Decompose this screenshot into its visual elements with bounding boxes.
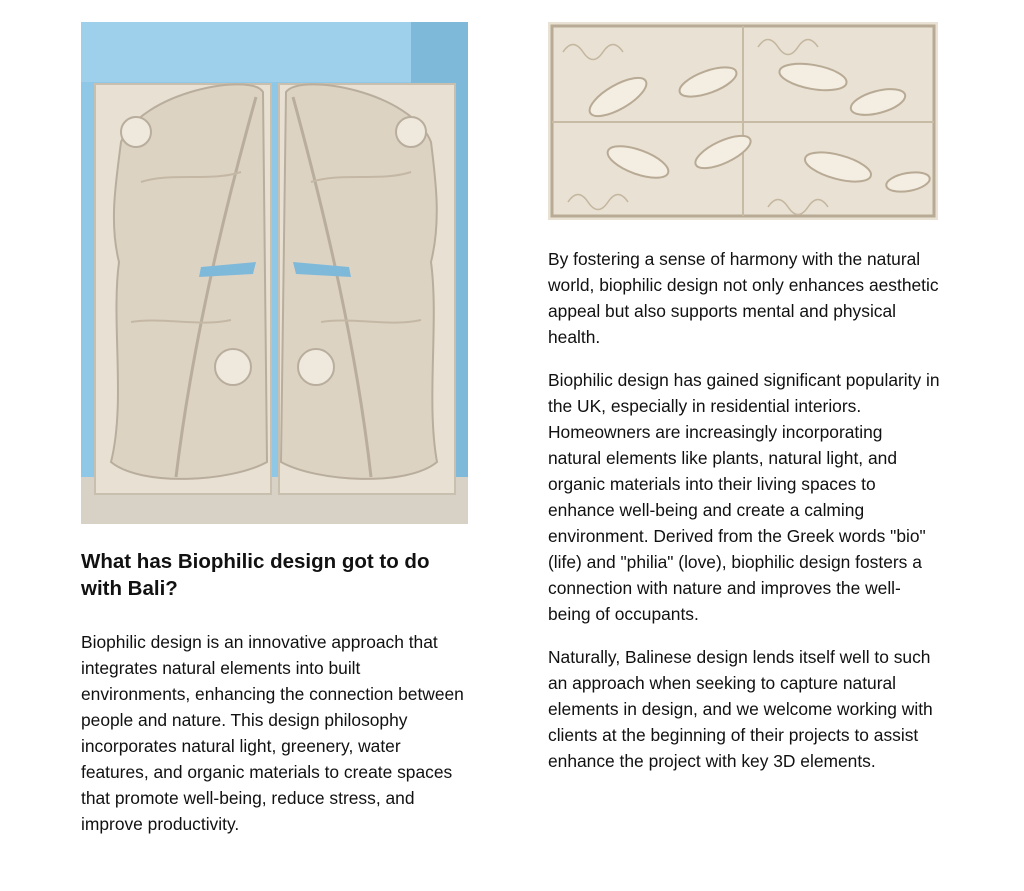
uk-popularity-paragraph: Biophilic design has gained significant popularity in the UK, especially in residential interiors. Homeowners are increasingly incorporating natural elements like plants, natural light, and organic materials into their living spaces to enhance well-being and create a calming environment. Derived from the Greek words "bio" (life) and "philia" (love), biophilic design fosters a connection with nature and improves the well-being of occupants. <box>548 370 940 624</box>
balinese-design-paragraph: Naturally, Balinese design lends itself well to such an approach when seeking to capture natural elements in design, and we welcome working with clients at the beginning of their projects to assist enhance the project with key 3D elements. <box>548 647 933 771</box>
harmony-paragraph: By fostering a sense of harmony with the natural world, biophilic design not only enhances aesthetic appeal but also supports mental and physical health. <box>548 249 939 347</box>
section-heading: What has Biophilic design got to do with Bali? <box>81 550 430 600</box>
intro-paragraph: Biophilic design is an innovative approach that integrates natural elements into built environments, enhancing the connection between people and nature. This design philosophy incorporates natural light, greenery, water features, and organic materials to create spaces that promote well-being, reduce stress, and improve productivity. <box>81 632 464 834</box>
carved-leaf-panels-image <box>81 22 468 524</box>
right-column <box>548 22 940 774</box>
koi-relief-panel-image <box>548 22 938 220</box>
left-column <box>81 22 469 837</box>
